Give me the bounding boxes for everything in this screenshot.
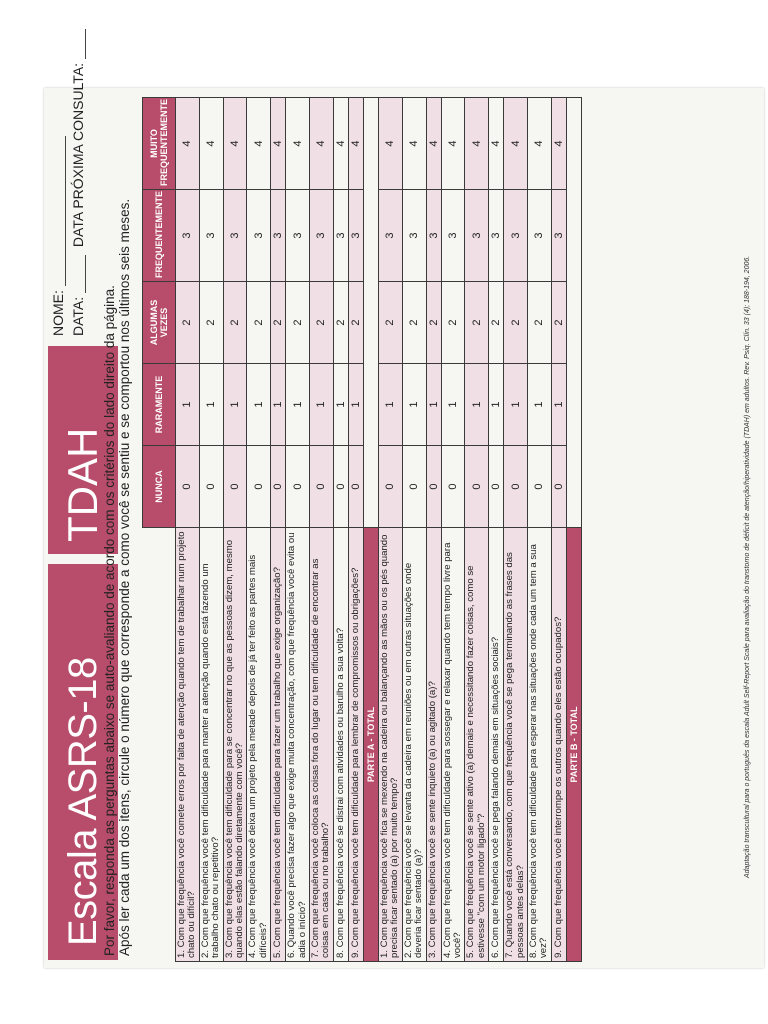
response-option[interactable]: 3 bbox=[551, 190, 566, 282]
response-option[interactable]: 3 bbox=[199, 190, 223, 282]
response-option[interactable]: 2 bbox=[378, 282, 402, 364]
total-blank bbox=[566, 98, 581, 528]
question-text: 4. Com que frequência você deixa um projeto pela metade depois de já ter feito as partes mais difíceis? bbox=[247, 528, 271, 962]
response-option[interactable]: 4 bbox=[310, 98, 334, 190]
question-row bbox=[402, 98, 426, 962]
response-option[interactable]: 0 bbox=[489, 446, 504, 528]
response-option[interactable]: 2 bbox=[402, 282, 426, 364]
response-option[interactable]: 1 bbox=[199, 364, 223, 446]
response-option[interactable]: 2 bbox=[176, 282, 200, 364]
response-option[interactable]: 0 bbox=[199, 446, 223, 528]
form-subtitle: TDAH bbox=[59, 427, 106, 542]
response-option[interactable]: 0 bbox=[402, 446, 426, 528]
question-row bbox=[271, 98, 286, 962]
response-option[interactable]: 0 bbox=[310, 446, 334, 528]
response-option[interactable]: 2 bbox=[504, 282, 528, 364]
response-option[interactable]: 4 bbox=[378, 98, 402, 190]
response-option[interactable]: 1 bbox=[348, 364, 363, 446]
response-option[interactable]: 4 bbox=[504, 98, 528, 190]
response-option[interactable]: 2 bbox=[271, 282, 286, 364]
total-row bbox=[363, 98, 378, 962]
response-option[interactable]: 0 bbox=[271, 446, 286, 528]
response-option[interactable]: 4 bbox=[527, 98, 551, 190]
footnote: Adaptação transcultural para o português da escala Adult Self-Report Scale para avaliação do transtorno de déficit de atenção/hiperatividade (TDAH) em adultos. Rev. Psiq. Clín. 33 (4); 188-194, 2006. bbox=[744, 255, 751, 878]
question-text: 6. Quando você precisa fazer algo que exige muita concentração, com que frequência você evita ou adia o início? bbox=[286, 528, 310, 962]
column-header-frequentemente: FREQUENTEMENTE bbox=[143, 190, 176, 282]
response-option[interactable]: 4 bbox=[286, 98, 310, 190]
response-option[interactable]: 1 bbox=[441, 364, 465, 446]
instructions bbox=[102, 96, 132, 956]
response-option[interactable]: 1 bbox=[378, 364, 402, 446]
question-text: 6. Com que frequência você se pega falando demais em situações sociais? bbox=[489, 528, 504, 962]
response-option[interactable]: 4 bbox=[247, 98, 271, 190]
total-label: PARTE B - TOTAL bbox=[566, 528, 581, 962]
response-option[interactable]: 2 bbox=[199, 282, 223, 364]
nome-line[interactable] bbox=[51, 136, 66, 286]
response-option[interactable]: 4 bbox=[223, 98, 247, 190]
response-option[interactable]: 1 bbox=[402, 364, 426, 446]
response-option[interactable]: 1 bbox=[426, 364, 441, 446]
response-option[interactable]: 4 bbox=[199, 98, 223, 190]
nome-field[interactable] bbox=[50, 96, 66, 336]
response-option[interactable]: 3 bbox=[441, 190, 465, 282]
response-option[interactable]: 0 bbox=[223, 446, 247, 528]
response-option[interactable]: 3 bbox=[527, 190, 551, 282]
rotated-form-content bbox=[44, 62, 764, 968]
question-text: 2. Com que frequência você se levanta da cadeira em reuniões ou em outras situações onde deveria ficar sentado (a)? bbox=[402, 528, 426, 962]
response-option[interactable]: 0 bbox=[441, 446, 465, 528]
response-option[interactable]: 0 bbox=[551, 446, 566, 528]
question-row bbox=[489, 98, 504, 962]
response-option[interactable]: 3 bbox=[378, 190, 402, 282]
response-option[interactable]: 2 bbox=[551, 282, 566, 364]
response-option[interactable]: 0 bbox=[333, 446, 348, 528]
data-label: DATA: bbox=[70, 296, 86, 336]
response-option[interactable]: 2 bbox=[223, 282, 247, 364]
question-text: 7. Com que frequência você coloca as coisas fora do lugar ou tem dificuldade de encontrar as coisas em casa ou no trabalho? bbox=[310, 528, 334, 962]
nome-label: NOME: bbox=[50, 290, 66, 336]
response-option[interactable]: 2 bbox=[333, 282, 348, 364]
response-option[interactable]: 3 bbox=[247, 190, 271, 282]
question-row bbox=[551, 98, 566, 962]
question-text: 4. Com que frequência você tem dificuldade para sossegar e relaxar quando tem tempo livre para você? bbox=[441, 528, 465, 962]
question-row bbox=[310, 98, 334, 962]
response-option[interactable]: 3 bbox=[426, 190, 441, 282]
response-option[interactable]: 2 bbox=[310, 282, 334, 364]
proxima-consulta-label: DATA PRÓXIMA CONSULTA: bbox=[70, 62, 86, 248]
column-header-algumas-vezes: ALGUMAS VEZES bbox=[143, 282, 176, 364]
question-row bbox=[333, 98, 348, 962]
response-option[interactable]: 1 bbox=[286, 364, 310, 446]
response-option[interactable]: 4 bbox=[465, 98, 489, 190]
response-option[interactable]: 1 bbox=[271, 364, 286, 446]
response-option[interactable]: 2 bbox=[286, 282, 310, 364]
column-header-muito-frequentemente: MUITO FREQUENTEMENTE bbox=[143, 98, 176, 190]
response-option[interactable]: 3 bbox=[223, 190, 247, 282]
response-option[interactable]: 3 bbox=[504, 190, 528, 282]
response-option[interactable]: 3 bbox=[310, 190, 334, 282]
response-option[interactable]: 3 bbox=[271, 190, 286, 282]
total-label: PARTE A - TOTAL bbox=[363, 528, 378, 962]
response-option[interactable]: 0 bbox=[504, 446, 528, 528]
question-row bbox=[247, 98, 271, 962]
question-text: 7. Quando você está conversando, com que frequência você se pega terminando as frases das pessoas antes delas? bbox=[504, 528, 528, 962]
question-row bbox=[348, 98, 363, 962]
asrs-table bbox=[142, 97, 582, 962]
question-text: 3. Com que frequência você tem dificuldade para se concentrar no que as pessoas dizem, mesmo quando elas estão falando diretamente com você? bbox=[223, 528, 247, 962]
response-option[interactable]: 3 bbox=[176, 190, 200, 282]
question-row bbox=[527, 98, 551, 962]
form-page bbox=[44, 62, 764, 968]
question-text: 1. Com que frequência você fica se mexendo na cadeira ou balançando as mãos ou os pés quando precisa ficar sentado (a) por muito tempo? bbox=[378, 528, 402, 962]
question-row bbox=[441, 98, 465, 962]
proxima-consulta-line[interactable] bbox=[71, 29, 86, 59]
table-body bbox=[176, 98, 582, 962]
question-text: 8. Com que frequência você tem dificuldade para esperar nas situações onde cada um tem a sua vez? bbox=[527, 528, 551, 962]
column-header-nunca: NUNCA bbox=[143, 446, 176, 528]
question-text: 8. Com que frequência você se distrai com atividades ou barulho a sua volta? bbox=[333, 528, 348, 962]
response-option[interactable]: 3 bbox=[286, 190, 310, 282]
response-option[interactable]: 3 bbox=[348, 190, 363, 282]
response-option[interactable]: 0 bbox=[247, 446, 271, 528]
question-text: 2. Com que frequência você tem dificuldade para manter a atenção quando está fazendo um trabalho chato ou repetitivo? bbox=[199, 528, 223, 962]
question-text: 5. Com que frequência você se sente ativo (a) demais e necessitando fazer coisas, como se estivesse "com um motor ligado"? bbox=[465, 528, 489, 962]
question-text: 5. Com que frequência você tem dificuldade para fazer um trabalho que exige organização? bbox=[271, 528, 286, 962]
data-field[interactable] bbox=[70, 62, 86, 336]
response-option[interactable]: 4 bbox=[402, 98, 426, 190]
question-text: 1. Com que frequência você comete erros por falta de atenção quando tem de trabalhar num projeto chato ou difícil? bbox=[176, 528, 200, 962]
response-option[interactable]: 2 bbox=[426, 282, 441, 364]
response-option[interactable]: 1 bbox=[310, 364, 334, 446]
response-option[interactable]: 4 bbox=[489, 98, 504, 190]
question-row bbox=[223, 98, 247, 962]
response-option[interactable]: 2 bbox=[489, 282, 504, 364]
response-option[interactable]: 1 bbox=[333, 364, 348, 446]
response-option[interactable]: 3 bbox=[402, 190, 426, 282]
question-row bbox=[465, 98, 489, 962]
response-option[interactable]: 1 bbox=[489, 364, 504, 446]
response-option[interactable]: 0 bbox=[348, 446, 363, 528]
question-column-header bbox=[143, 528, 176, 962]
question-text: 9. Com que frequência você interrompe os outros quando eles estão ocupados? bbox=[551, 528, 566, 962]
instructions-line-1: Por favor, responda as perguntas abaixo se auto-avaliando de acordo com os critérios do lado direito da página. bbox=[102, 285, 117, 956]
response-option[interactable]: 4 bbox=[333, 98, 348, 190]
total-row bbox=[566, 98, 581, 962]
question-text: 9. Com que frequência você tem dificuldade para lembrar de compromissos ou obrigações? bbox=[348, 528, 363, 962]
response-option[interactable]: 2 bbox=[247, 282, 271, 364]
response-option[interactable]: 4 bbox=[441, 98, 465, 190]
response-option[interactable]: 0 bbox=[426, 446, 441, 528]
question-text: 3. Com que frequência você se sente inquieto (a) ou agitado (a)? bbox=[426, 528, 441, 962]
instructions-line-2: Após ler cada um dos itens, circule o número que corresponde a como você se sentiu e se comportou nos últimos seis meses. bbox=[117, 198, 132, 956]
response-option[interactable]: 4 bbox=[551, 98, 566, 190]
total-blank bbox=[363, 98, 378, 528]
response-option[interactable]: 2 bbox=[527, 282, 551, 364]
response-option[interactable]: 0 bbox=[286, 446, 310, 528]
form-title: Escala ASRS-18 bbox=[61, 657, 105, 946]
response-option[interactable]: 4 bbox=[176, 98, 200, 190]
response-option[interactable]: 4 bbox=[271, 98, 286, 190]
question-row bbox=[504, 98, 528, 962]
response-option[interactable]: 1 bbox=[551, 364, 566, 446]
data-line[interactable] bbox=[71, 255, 86, 293]
response-option[interactable]: 3 bbox=[465, 190, 489, 282]
response-option[interactable]: 1 bbox=[504, 364, 528, 446]
response-option[interactable]: 2 bbox=[348, 282, 363, 364]
response-option[interactable]: 2 bbox=[465, 282, 489, 364]
question-row bbox=[176, 98, 200, 962]
question-row bbox=[199, 98, 223, 962]
response-option[interactable]: 0 bbox=[465, 446, 489, 528]
response-option[interactable]: 0 bbox=[176, 446, 200, 528]
response-option[interactable]: 1 bbox=[465, 364, 489, 446]
response-option[interactable]: 1 bbox=[223, 364, 247, 446]
column-header-raramente: RARAMENTE bbox=[143, 364, 176, 446]
response-option[interactable]: 1 bbox=[176, 364, 200, 446]
response-option[interactable]: 3 bbox=[333, 190, 348, 282]
response-option[interactable]: 0 bbox=[378, 446, 402, 528]
question-row bbox=[378, 98, 402, 962]
response-option[interactable]: 3 bbox=[489, 190, 504, 282]
response-option[interactable]: 1 bbox=[527, 364, 551, 446]
response-option[interactable]: 0 bbox=[527, 446, 551, 528]
question-row bbox=[426, 98, 441, 962]
question-row bbox=[286, 98, 310, 962]
response-option[interactable]: 1 bbox=[247, 364, 271, 446]
response-option[interactable]: 2 bbox=[441, 282, 465, 364]
response-option[interactable]: 4 bbox=[348, 98, 363, 190]
response-option[interactable]: 4 bbox=[426, 98, 441, 190]
